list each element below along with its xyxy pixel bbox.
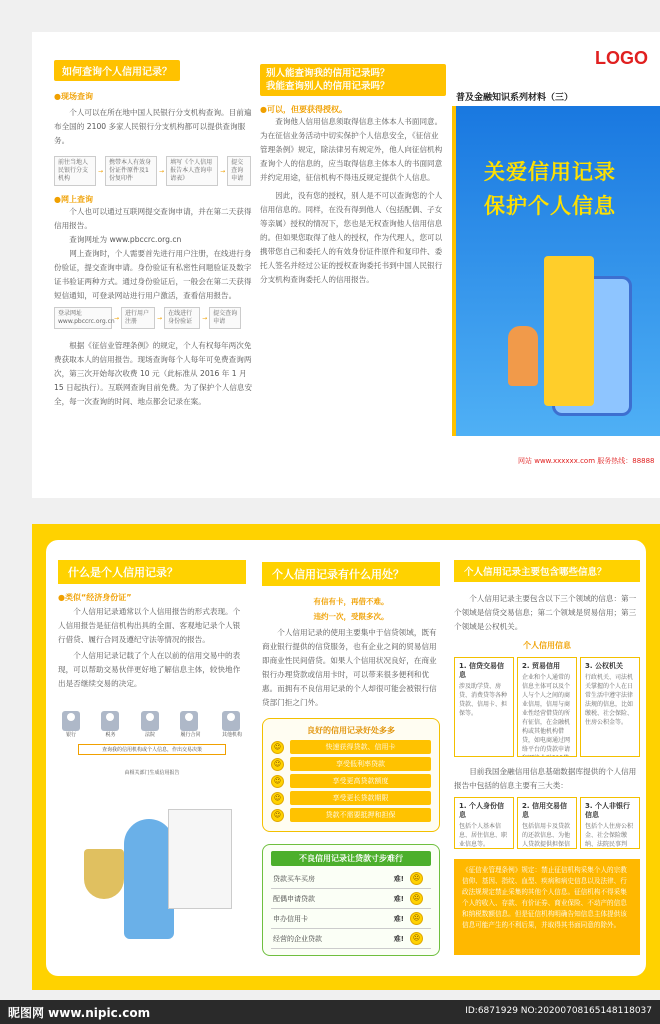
org-label: 银行 xyxy=(65,732,76,738)
left-column xyxy=(54,60,254,409)
report-content-title: 2. 信用交易信息 xyxy=(522,802,567,819)
regulation-note: 《征信业管理条例》规定：禁止征信机构采集个人的宗教信仰、基因、指纹、血型、疾病和病史信息以及法律、行政法规规定禁止采集的其他个人信息。征信机构不得采集个人的收入、存款、有价证券、商业保险、不动产的信息和纳税数额信息。但是征信机构明确告知信息主体提供该信息可能产生的不利后果，并取得其书面同意的除外。 xyxy=(454,859,640,955)
flow-step: 携带本人有效身份证件原件及1份复印件 xyxy=(105,156,157,186)
smile-icon: ☺ xyxy=(271,758,284,771)
info-type-title: 2. 贸易信用 xyxy=(522,662,560,670)
col2-slogan-2: 违约一次，受限多次。 xyxy=(313,612,389,621)
sad-icon: ☹ xyxy=(410,872,423,885)
smile-icon: ☺ xyxy=(271,792,284,805)
good-item xyxy=(271,808,431,822)
bottom-column-2 xyxy=(262,562,440,956)
bad-record-box xyxy=(262,844,440,956)
good-item-label: 享受更高贷款额度 xyxy=(290,774,431,788)
org-label: 税务 xyxy=(105,732,116,738)
bad-item xyxy=(271,889,431,909)
left-title: 如何查询个人信用记录？ xyxy=(54,60,180,81)
org-node xyxy=(101,711,119,738)
bad-item-label: 经营的企业贷款 xyxy=(273,934,322,943)
org-node xyxy=(180,711,200,738)
person-icon xyxy=(141,711,159,731)
smile-icon: ☺ xyxy=(271,741,284,754)
bad-item-label: 配偶申请贷款 xyxy=(273,894,315,903)
report-content-box xyxy=(517,797,577,849)
bad-item-mark: 难! xyxy=(393,874,404,883)
org-node xyxy=(141,711,159,738)
person-illustration xyxy=(508,326,538,386)
person-icon xyxy=(101,711,119,731)
col1-title: 什么是个人信用记录？ xyxy=(58,560,246,584)
info-type-title: 3. 公权机关 xyxy=(585,662,623,670)
middle-title-line-1: 别人能查询我的信用记录吗？ xyxy=(266,68,390,79)
bad-item xyxy=(271,929,431,949)
smile-icon: ☺ xyxy=(271,775,284,788)
col2-slogan-1: 有信有卡，再借不难。 xyxy=(313,597,389,606)
org-row xyxy=(58,711,246,738)
online-query-heading: ● 网上查询 xyxy=(54,194,254,205)
flow-step: 提交查询申请 xyxy=(227,156,251,186)
good-item-label: 享受更长贷款期限 xyxy=(290,791,431,805)
online-text-1: 个人也可以通过互联网提交查询申请，并在第二天获得信用报告。 xyxy=(54,207,252,230)
good-item-label: 快速获得贷款、信用卡 xyxy=(290,740,431,754)
col3-paragraph-1: 个人信用记录主要包含以下三个领域的信息：第一个领域是信贷交易信息；第二个领域是贸易信用；第三个领域是公权机关。 xyxy=(454,594,637,631)
org-node xyxy=(62,711,80,738)
info-type-box xyxy=(580,657,640,757)
report-content-title: 1. 个人身份信息 xyxy=(459,802,504,819)
logo: LOGO xyxy=(595,48,648,68)
org-chart xyxy=(58,711,246,801)
report-content-desc: 包括个人住房公积金、社会保险缴纳、法院民事判 xyxy=(585,823,634,848)
good-record-title: 良好的信用记录好处多多 xyxy=(307,726,395,735)
good-item xyxy=(271,740,431,754)
footer-watermark-right: ID:6871929 NO:20200708165148118037 xyxy=(465,1006,652,1016)
info-type-title: 1. 信贷交易信息 xyxy=(459,662,504,679)
online-flow: 登录网址www.pbccrc.org.cn → 进行用户注册 → 在线进行身份验证 → 提交查询申请 xyxy=(54,307,254,329)
info-type-desc: 涉及助学贷、房贷、消费贷等各种贷款、信用卡、担保等。 xyxy=(459,683,508,717)
person-icon xyxy=(180,711,198,731)
report-content-desc: 包括个人基本信息、居住信息、职业信息等。 xyxy=(459,823,508,848)
boy-figure xyxy=(124,819,174,939)
cover-panel xyxy=(452,106,660,436)
boy-illustration xyxy=(58,809,246,939)
top-sheet xyxy=(32,32,660,498)
col1-subheading: ● 类似“经济身份证” xyxy=(58,592,246,603)
middle-title-line-2: 我能查询别人的信用记录吗？ xyxy=(266,81,390,92)
onsite-query-heading: ● 现场查询 xyxy=(54,91,254,102)
report-content-box xyxy=(580,797,640,849)
online-text-2: 网上查询时，个人需要首先进行用户注册，在线进行身份验证，提交查询申请。身份验证有私密性问题验证及数字证书验证两种方式。通过身份验证后，一般会在第二天获得短信通知，可登录网站进行用户激活，查看信用报告。 xyxy=(54,249,252,300)
org-node xyxy=(222,711,242,738)
bad-item-mark: 难! xyxy=(393,934,404,943)
middle-paragraph-2: 因此，没有您的授权，别人是不可以查询您的个人信用信息的。同样，在没有得到他人（包括配偶、子女等亲属）授权的情况下，您也是无权查询他人信用信息的。但如果您取得了他人的授权，作为代理人，您可以携带您自己和委托人的有效身份证件原件和复印件、委托人签名并经过公证的授权查询委托书到中国人民银行分支机构查询委托人的信用报告。 xyxy=(260,191,443,284)
col2-title: 个人信用记录有什么用处？ xyxy=(262,562,440,586)
onsite-query-text: 个人可以在所在地中国人民银行分支机构查询。目前遍布全国的 2100 多家人民银行分支机构都可以提供查询服务。 xyxy=(54,108,252,145)
info-type-desc: 行政机关、司法机关掌握的个人在日常生活中遵守法律法规的信息，比如缴税、社会保险、住房公积金等。 xyxy=(585,674,634,726)
series-label: 普及金融知识系列材料（三） xyxy=(456,93,574,103)
info-type-box xyxy=(517,657,577,757)
bad-record-title: 不良信用记录让贷款寸步难行 xyxy=(271,851,431,866)
info-type-desc: 企业和个人通常的信息主体可以及个人与个人之间的商业信用，信用与商业性经营借贷的所有征信，在金融机构或其他机构借贷，如电商通过网络平台的贷款申请 xyxy=(522,674,571,753)
flow-step: 登录网址www.pbccrc.org.cn xyxy=(54,307,112,329)
col3-subheading: 个人信用信息 xyxy=(523,641,571,650)
middle-subheading: ● 可以，但要获得授权。 xyxy=(260,104,446,115)
bad-item-mark: 难! xyxy=(393,914,404,923)
col3-title: 个人信用记录主要包含哪些信息？ xyxy=(454,560,640,582)
report-content-box xyxy=(454,797,514,849)
bottom-column-3 xyxy=(454,560,640,955)
person-icon xyxy=(222,711,240,731)
info-type-box xyxy=(454,657,514,757)
smile-icon: ☺ xyxy=(271,809,284,822)
flow-step: 进行用户注册 xyxy=(121,307,155,329)
col1-paragraph-2: 个人信用记录记载了个人在以前的信用交易中的表现，可以帮助交易伙伴更好地了解信息主体，较快地作出是否继续交易的决定。 xyxy=(58,651,241,688)
info-type-row xyxy=(454,657,640,757)
org-label: 其他机构 xyxy=(221,732,242,738)
website-line: 网站 www.xxxxxx.com 服务热线：88888 xyxy=(518,457,655,465)
bad-item-label: 贷款买车买房 xyxy=(273,874,315,883)
sad-icon: ☹ xyxy=(410,892,423,905)
good-record-box xyxy=(262,718,440,832)
cover-title-1: 关爱信用记录 xyxy=(484,160,616,184)
person-icon xyxy=(62,711,80,731)
org-bar: 查询我的信用机构或个人信息，作出交易决策 xyxy=(78,744,226,755)
report-content-desc: 包括信用卡及贷款的还款信息、为他人贷款提供担保信 xyxy=(522,823,571,848)
org-label: 履行合同 xyxy=(180,732,201,738)
bad-item-mark: 难! xyxy=(393,894,404,903)
middle-paragraph-1: 查询他人信用信息须取得信息主体本人书面同意。为在征信业务活动中切实保护个人信息安全，《征信业管理条例》规定，除法律另有规定外，他人向征信机构查询个人的信息的，应当取得信息主体本人的书面同意并约定用途，征信机构不得违反规定提供个人信息。 xyxy=(260,117,443,182)
footer-watermark-left: 昵图网 www.nipic.com xyxy=(8,1006,151,1020)
bad-item xyxy=(271,909,431,929)
bad-item xyxy=(271,869,431,889)
col3-paragraph-2: 目前我国金融信用信息基础数据库提供的个人信用报告中包括的信息主要有三大类： xyxy=(454,767,637,790)
org-center: 由相关部门生成信用报告 xyxy=(124,770,180,776)
good-item xyxy=(271,774,431,788)
sad-icon: ☹ xyxy=(410,932,423,945)
col1-paragraph-1: 个人信用记录通常以个人信用报告的形式表现。个人信用报告是征信机构出具的全面、客观地记录个人银行借贷、履行合同及遵纪守法等情况的报告。 xyxy=(58,607,241,644)
bottom-column-1 xyxy=(58,560,246,939)
good-item xyxy=(271,791,431,805)
online-text-3: 根据《征信业管理条例》的规定，个人有权每年两次免费获取本人的信用报告。现场查询每个人每年可免费查询两次，第三次开始每次收费 10 元（此标准从 2016 年 1 月 15 日起执行）。互联网查询目前免费。为了保护个人信息安全，每一次查询的时间、地点都会记录在案。 xyxy=(54,341,253,406)
good-item-label: 贷款不需要抵押和担保 xyxy=(290,808,431,822)
flow-step: 前往当地人民银行分支机构 xyxy=(54,156,96,186)
report-card xyxy=(168,809,232,909)
flow-step: 填写《个人信用报告本人查询申请表》 xyxy=(166,156,218,186)
good-item xyxy=(271,757,431,771)
report-content-title: 3. 个人非银行信息 xyxy=(585,802,630,819)
middle-title xyxy=(260,64,446,96)
report-content-row xyxy=(454,797,640,849)
middle-column xyxy=(260,64,446,287)
org-label: 法院 xyxy=(144,732,155,738)
sad-icon: ☹ xyxy=(410,912,423,925)
flow-step: 提交查询申请 xyxy=(209,307,241,329)
document-illustration xyxy=(544,256,594,406)
online-url: 查询网址为 www.pbccrc.org.cn xyxy=(69,235,182,244)
flow-step: 在线进行身份验证 xyxy=(164,307,200,329)
onsite-flow: 前往当地人民银行分支机构 → 携带本人有效身份证件原件及1份复印件 → 填写《个人信用报告本人查询申请表》 → 提交查询申请 xyxy=(54,156,254,186)
col2-paragraph: 个人信用记录的使用主要集中于信贷领域，既有商业银行提供的信贷服务，也有企业之间的贸易信用即商业性民间借贷。如果人个信用状况良好，在商业银行办理贷款或信用卡时，可以带来很多便利和优惠。而拥有不良信用记录的个人却很可能会被银行信贷部门拒之门外。 xyxy=(262,628,437,707)
cover-title-2: 保护个人信息 xyxy=(484,194,616,218)
bad-item-label: 申办信用卡 xyxy=(273,914,308,923)
shield-icon xyxy=(84,849,124,899)
good-item-label: 享受低利率贷款 xyxy=(290,757,431,771)
